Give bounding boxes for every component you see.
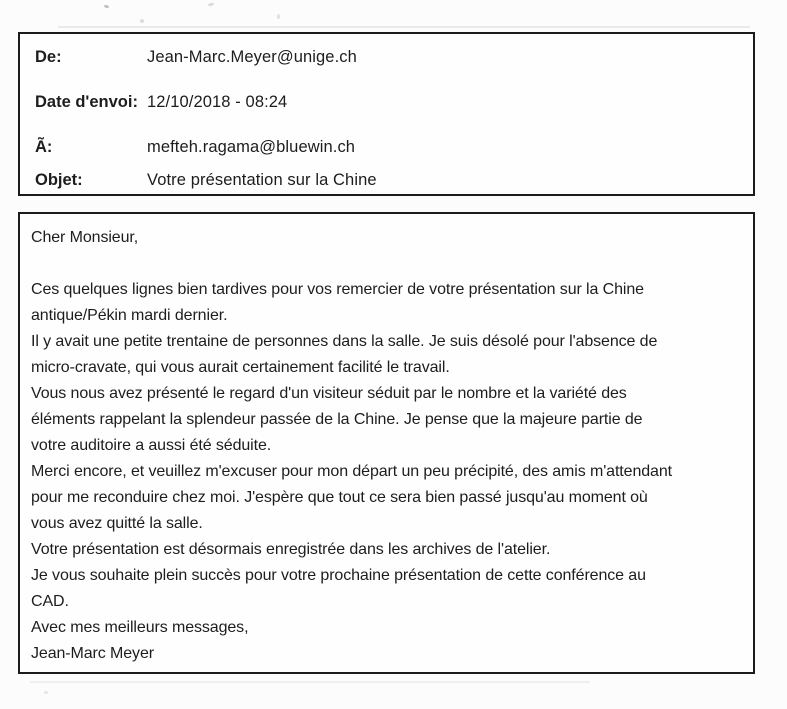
- to-value: mefteh.ragama@bluewin.ch: [147, 138, 356, 156]
- email-header-fields: [20, 34, 753, 197]
- header-row-date: [35, 74, 753, 131]
- date-value: 12/10/2018 - 08:24: [147, 93, 288, 111]
- email-body-box: [18, 212, 755, 674]
- header-row-from: [35, 41, 753, 74]
- scan-streak-bottom: [30, 681, 590, 683]
- scan-streak-top: [58, 26, 750, 28]
- body-line: CAD.: [31, 593, 69, 610]
- subject-label: Objet:: [35, 171, 83, 189]
- body-line: Merci encore, et veuillez m'excuser pour mon départ un peu précipité, des amis m'attendant: [31, 463, 672, 480]
- body-line-blank: [31, 251, 747, 277]
- email-header-box: [18, 32, 755, 196]
- body-line: Vous nous avez présenté le regard d'un visiteur séduit par le nombre et la variété des: [31, 385, 627, 402]
- scan-noise-speck: [104, 4, 110, 9]
- body-line-salutation: Cher Monsieur,: [31, 229, 139, 246]
- body-line: Ces quelques lignes bien tardives pour vos remercier de votre présentation sur la Chine: [31, 281, 644, 298]
- body-line: éléments rappelant la splendeur passée de la Chine. Je pense que la majeure partie de: [31, 411, 643, 428]
- scan-noise-speck: [277, 14, 280, 19]
- body-line: antique/Pékin mardi dernier.: [31, 307, 228, 324]
- from-value: Jean-Marc.Meyer@unige.ch: [147, 48, 357, 66]
- scan-noise-speck: [44, 691, 48, 694]
- to-label: Ã:: [35, 138, 53, 156]
- body-line: pour me reconduire chez moi. J'espère que tout ce sera bien passé jusqu'au moment où: [31, 489, 648, 506]
- body-line-signature: Jean-Marc Meyer: [31, 645, 154, 662]
- body-line: Je vous souhaite plein succès pour votre prochaine présentation de cette conférence au: [31, 567, 646, 584]
- scan-noise-speck: [140, 19, 144, 23]
- header-row-subject: [35, 164, 753, 197]
- scan-noise-speck: [208, 2, 215, 6]
- body-line-closing: Avec mes meilleurs messages,: [31, 619, 249, 636]
- body-line: micro-cravate, qui vous aurait certainement facilité le travail.: [31, 359, 450, 376]
- header-row-to: [35, 131, 753, 164]
- date-label: Date d'envoi:: [35, 93, 138, 111]
- from-label: De:: [35, 48, 62, 66]
- email-body-text: [20, 214, 753, 667]
- body-line: vous avez quitté la salle.: [31, 515, 203, 532]
- body-line: Votre présentation est désormais enregistrée dans les archives de l'atelier.: [31, 541, 551, 558]
- body-line: Il y avait une petite trentaine de personnes dans la salle. Je suis désolé pour l'absence de: [31, 333, 658, 350]
- body-line: votre auditoire a aussi été séduite.: [31, 437, 272, 454]
- subject-value: Votre présentation sur la Chine: [147, 171, 377, 189]
